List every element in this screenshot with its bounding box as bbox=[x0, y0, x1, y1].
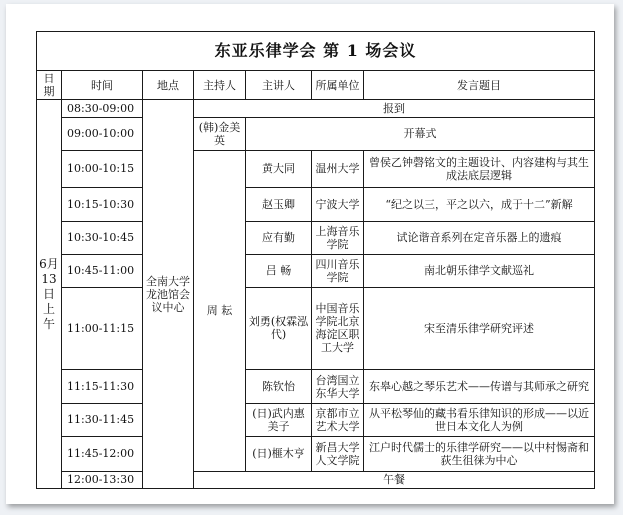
speaker-cell: 应有勤 bbox=[246, 222, 312, 255]
affiliation-cell: 台湾国立东华大学 bbox=[312, 370, 364, 404]
time-cell: 11:45-12:00 bbox=[62, 436, 143, 471]
speaker-cell: 吕 畅 bbox=[246, 254, 312, 287]
topic-cell: 试论谐音系列在定音乐器上的遗痕 bbox=[364, 222, 595, 255]
table-row bbox=[37, 222, 595, 255]
header-affiliation: 所属单位 bbox=[312, 70, 364, 100]
affiliation-cell: 温州大学 bbox=[312, 150, 364, 188]
topic-cell: 江户时代儒士的乐律学研究——以中村惕斋和荻生徂徕为中心 bbox=[364, 436, 595, 471]
speaker-cell: 刘勇(权霖泓代) bbox=[246, 287, 312, 370]
topic-cell: 东皋心越之琴乐艺术——传谱与其师承之研究 bbox=[364, 370, 595, 404]
table-row bbox=[37, 404, 595, 437]
header-host: 主持人 bbox=[194, 70, 246, 100]
venue-cell: 全南大学龙池馆会议中心 bbox=[143, 100, 194, 489]
table-row bbox=[37, 150, 595, 188]
time-cell: 10:30-10:45 bbox=[62, 222, 143, 255]
opening-host-cell: (韩)金美英 bbox=[194, 117, 246, 150]
time-cell: 11:00-11:15 bbox=[62, 287, 143, 370]
speaker-cell: 黄大同 bbox=[246, 150, 312, 188]
table-row bbox=[37, 436, 595, 471]
header-speaker: 主讲人 bbox=[246, 70, 312, 100]
event-cell: 报到 bbox=[194, 100, 595, 117]
header-date: 日期 bbox=[37, 70, 62, 100]
time-cell: 10:45-11:00 bbox=[62, 254, 143, 287]
topic-cell: “纪之以三，平之以六，成于十二”新解 bbox=[364, 188, 595, 222]
affiliation-cell: 中国音乐学院北京海淀区职工大学 bbox=[312, 287, 364, 370]
table-row bbox=[37, 370, 595, 404]
topic-cell: 南北朝乐律学文献巡礼 bbox=[364, 254, 595, 287]
table-row bbox=[37, 117, 595, 150]
table-row bbox=[37, 100, 595, 117]
table-title: 东亚乐律学会 第 1 场会议 bbox=[37, 32, 595, 71]
speaker-cell: (日)榧木亨 bbox=[246, 436, 312, 471]
topic-cell: 从平松琴仙的藏书看乐律知识的形成——以近世日本文化人为例 bbox=[364, 404, 595, 437]
affiliation-cell: 宁波大学 bbox=[312, 188, 364, 222]
time-cell: 10:00-10:15 bbox=[62, 150, 143, 188]
time-cell: 11:15-11:30 bbox=[62, 370, 143, 404]
affiliation-cell: 新昌大学人文学院 bbox=[312, 436, 364, 471]
time-cell: 08:30-09:00 bbox=[62, 100, 143, 117]
time-cell: 12:00-13:30 bbox=[62, 471, 143, 489]
host-cell: 周 耘 bbox=[194, 150, 246, 471]
time-cell: 09:00-10:00 bbox=[62, 117, 143, 150]
event-cell: 开幕式 bbox=[246, 117, 595, 150]
affiliation-cell: 京都市立艺术大学 bbox=[312, 404, 364, 437]
topic-cell: 宋至清乐律学研究评述 bbox=[364, 287, 595, 370]
speaker-cell: 赵玉卿 bbox=[246, 188, 312, 222]
document-page bbox=[6, 4, 614, 504]
affiliation-cell: 四川音乐学院 bbox=[312, 254, 364, 287]
header-row bbox=[37, 70, 595, 100]
speaker-cell: 陈钦怡 bbox=[246, 370, 312, 404]
schedule-table bbox=[36, 31, 595, 489]
affiliation-cell: 上海音乐学院 bbox=[312, 222, 364, 255]
topic-cell: 曾侯乙钟磬铭文的主题设计、内容建构与其生成法底层逻辑 bbox=[364, 150, 595, 188]
table-row bbox=[37, 254, 595, 287]
speaker-cell: (日)武内惠美子 bbox=[246, 404, 312, 437]
header-topic: 发言题目 bbox=[364, 70, 595, 100]
table-row bbox=[37, 188, 595, 222]
header-venue: 地点 bbox=[143, 70, 194, 100]
event-cell: 午餐 bbox=[194, 471, 595, 489]
title-row bbox=[37, 32, 595, 71]
table-row bbox=[37, 471, 595, 489]
header-time: 时间 bbox=[62, 70, 143, 100]
table-row bbox=[37, 287, 595, 370]
date-cell: 6月13日上午 bbox=[37, 100, 62, 489]
time-cell: 11:30-11:45 bbox=[62, 404, 143, 437]
time-cell: 10:15-10:30 bbox=[62, 188, 143, 222]
